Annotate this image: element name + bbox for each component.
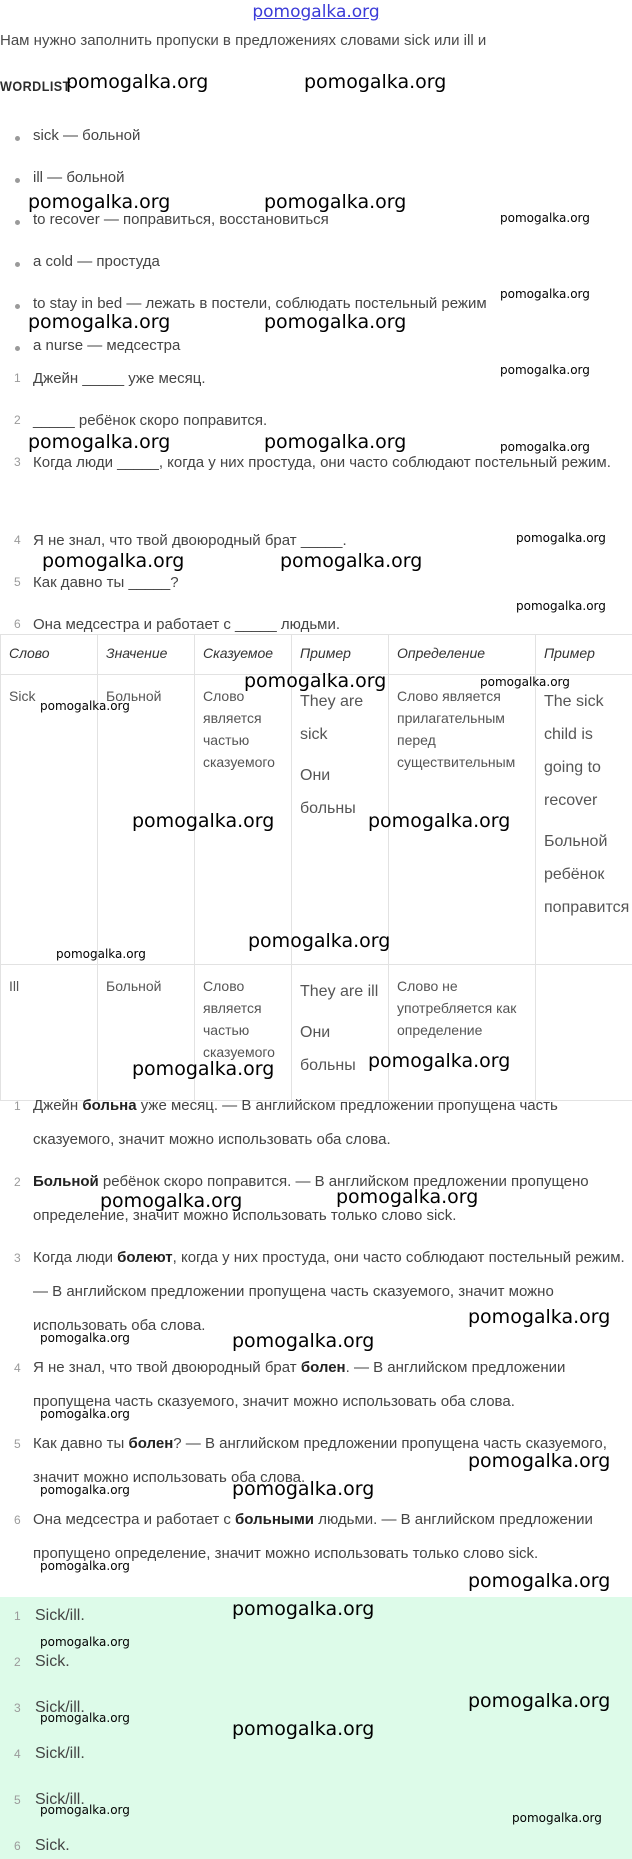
watermark: pomogalka.org bbox=[132, 810, 275, 832]
watermark: pomogalka.org bbox=[516, 531, 606, 545]
wordlist-item: ill — больной bbox=[0, 166, 632, 208]
explanation-text: Я не знал, что твой двоюродный брат болен. — В английском предложении пропущена часть сказуемого, значит можно использовать оба слова. bbox=[33, 1359, 566, 1410]
explanation-number: 1 bbox=[14, 1099, 21, 1113]
watermark: pomogalka.org bbox=[66, 71, 209, 93]
watermark: pomogalka.org bbox=[468, 1690, 611, 1712]
task-number: 3 bbox=[14, 455, 21, 469]
watermark: pomogalka.org bbox=[232, 1330, 375, 1352]
watermark: pomogalka.org bbox=[368, 1050, 511, 1072]
table-header: Значение bbox=[98, 635, 195, 675]
table-cell: Слово является частью сказуемого bbox=[195, 965, 292, 1101]
explanation-text: Она медсестра и работает с больными людьми. — В английском предложении пропущено определение, значит можно использовать только слово sick. bbox=[33, 1511, 593, 1562]
table-row bbox=[1, 965, 632, 1101]
table-cell bbox=[536, 965, 632, 1101]
watermark: pomogalka.org bbox=[40, 1483, 130, 1497]
answer-number: 4 bbox=[14, 1747, 21, 1761]
task-text: Я не знал, что твой двоюродный брат _____. bbox=[33, 532, 347, 549]
table-row bbox=[1, 675, 632, 965]
wordlist-item: a nurse — медсестра bbox=[0, 334, 632, 376]
table-header: Сказуемое bbox=[195, 635, 292, 675]
task-text: Она медсестра и работает с _____ людьми. bbox=[33, 616, 341, 633]
task-text: Джейн _____ уже месяц. bbox=[33, 370, 206, 387]
task-text: Как давно ты _____? bbox=[33, 574, 179, 591]
task-number: 1 bbox=[14, 371, 21, 385]
intro-text: Нам нужно заполнить пропуски в предложениях словами sick или ill и bbox=[0, 32, 487, 49]
watermark: pomogalka.org bbox=[232, 1598, 375, 1620]
wordlist-item: to recover — поправиться, восстановиться bbox=[0, 208, 632, 250]
watermark: pomogalka.org bbox=[368, 810, 511, 832]
watermark: pomogalka.org bbox=[40, 1803, 130, 1817]
task-number: 5 bbox=[14, 575, 21, 589]
explanation-text: Как давно ты болен? — В английском предложении пропущена часть сказуемого, значит можно использовать оба слова. bbox=[33, 1435, 607, 1486]
watermark: pomogalka.org bbox=[264, 311, 407, 333]
watermark: pomogalka.org bbox=[132, 1058, 275, 1080]
watermark: pomogalka.org bbox=[516, 599, 606, 613]
table-cell: Больной bbox=[98, 675, 195, 965]
watermark: pomogalka.org bbox=[40, 1407, 130, 1421]
table-cell bbox=[292, 675, 389, 965]
watermark: pomogalka.org bbox=[500, 440, 590, 454]
answer-text: Sick/ill. bbox=[35, 1745, 85, 1762]
watermark: pomogalka.org bbox=[468, 1450, 611, 1472]
table-header: Слово bbox=[1, 635, 98, 675]
table-cell: Слово не употребляется как определение bbox=[389, 965, 536, 1101]
explanation-text: Джейн больна уже месяц. — В английском предложении пропущена часть сказуемого, значит можно использовать оба слова. bbox=[33, 1097, 558, 1148]
example-text: They are ill bbox=[300, 983, 379, 1000]
answer-number: 3 bbox=[14, 1701, 21, 1715]
table-cell: Ill bbox=[1, 965, 98, 1101]
site-header-link[interactable]: pomogalka.org bbox=[252, 2, 380, 22]
task-text: Когда люди _____, когда у них простуда, они часто соблюдают постельный режим. bbox=[33, 454, 611, 471]
answer-number: 6 bbox=[14, 1839, 21, 1853]
answer-number: 1 bbox=[14, 1609, 21, 1623]
explanation-number: 3 bbox=[14, 1251, 21, 1265]
wordlist-item: sick — больной bbox=[0, 124, 632, 166]
explanation-number: 2 bbox=[14, 1175, 21, 1189]
explanation-text: Больной ребёнок скоро поправится. — В английском предложении пропущено определение, значит можно использовать только слово sick. bbox=[33, 1173, 589, 1224]
watermark: pomogalka.org bbox=[40, 1331, 130, 1345]
table-cell: Слово является прилагательным перед существительным bbox=[389, 675, 536, 965]
watermark: pomogalka.org bbox=[232, 1718, 375, 1740]
watermark: pomogalka.org bbox=[42, 550, 185, 572]
task-text: _____ ребёнок скоро поправится. bbox=[33, 412, 268, 429]
wordlist-title: WORDLIST bbox=[0, 78, 71, 94]
answer-number: 2 bbox=[14, 1655, 21, 1669]
watermark: pomogalka.org bbox=[264, 431, 407, 453]
watermark: pomogalka.org bbox=[40, 1559, 130, 1573]
wordlist bbox=[0, 124, 632, 376]
wordlist-item: to stay in bed — лежать в постели, соблюдать постельный режим bbox=[0, 292, 632, 334]
task-number: 6 bbox=[14, 617, 21, 631]
watermark: pomogalka.org bbox=[500, 287, 590, 301]
answer-text: Sick/ill. bbox=[35, 1699, 85, 1716]
example-text: Они больны bbox=[300, 767, 356, 817]
watermark: pomogalka.org bbox=[232, 1478, 375, 1500]
example-text: Больной ребёнок поправится bbox=[544, 833, 630, 916]
watermark: pomogalka.org bbox=[336, 1186, 479, 1208]
table-cell: Слово является частью сказуемого bbox=[195, 675, 292, 965]
watermark: pomogalka.org bbox=[40, 699, 130, 713]
answer-number: 5 bbox=[14, 1793, 21, 1807]
watermark: pomogalka.org bbox=[468, 1570, 611, 1592]
watermark: pomogalka.org bbox=[40, 1635, 130, 1649]
watermark: pomogalka.org bbox=[56, 947, 146, 961]
table-header: Пример bbox=[292, 635, 389, 675]
watermark: pomogalka.org bbox=[480, 675, 570, 689]
watermark: pomogalka.org bbox=[28, 191, 171, 213]
watermark: pomogalka.org bbox=[468, 1306, 611, 1328]
task-number: 4 bbox=[14, 533, 21, 547]
example-text: Они больны bbox=[300, 1024, 356, 1074]
table-cell: Больной bbox=[98, 965, 195, 1101]
watermark: pomogalka.org bbox=[248, 930, 391, 952]
watermark: pomogalka.org bbox=[512, 1811, 602, 1825]
wordlist-item: a cold — простуда bbox=[0, 250, 632, 292]
watermark: pomogalka.org bbox=[500, 211, 590, 225]
example-text: They are sick bbox=[300, 693, 364, 743]
answer-text: Sick/ill. bbox=[35, 1607, 85, 1624]
table-cell: Sick bbox=[1, 675, 98, 965]
table-header: Определение bbox=[389, 635, 536, 675]
comparison-table bbox=[0, 634, 632, 1101]
table-header: Пример bbox=[536, 635, 632, 675]
watermark: pomogalka.org bbox=[264, 191, 407, 213]
explanation-number: 4 bbox=[14, 1361, 21, 1375]
watermark: pomogalka.org bbox=[280, 550, 423, 572]
answer-text: Sick. bbox=[35, 1653, 70, 1670]
explanation-number: 5 bbox=[14, 1437, 21, 1451]
watermark: pomogalka.org bbox=[40, 1711, 130, 1725]
watermark: pomogalka.org bbox=[304, 71, 447, 93]
watermark: pomogalka.org bbox=[100, 1190, 243, 1212]
answer-text: Sick/ill. bbox=[35, 1791, 85, 1808]
table-cell bbox=[292, 965, 389, 1101]
watermark: pomogalka.org bbox=[244, 670, 387, 692]
answer-text: Sick. bbox=[35, 1837, 70, 1854]
task-number: 2 bbox=[14, 413, 21, 427]
table-cell bbox=[536, 675, 632, 965]
watermark: pomogalka.org bbox=[500, 363, 590, 377]
watermark: pomogalka.org bbox=[28, 431, 171, 453]
explanation-text: Когда люди болеют, когда у них простуда, они часто соблюдают постельный режим. — В английском предложении пропущена часть сказуемого, значит можно использовать оба слова. bbox=[33, 1249, 625, 1334]
answers-panel bbox=[0, 1597, 632, 1859]
example-text: The sick child is going to recover bbox=[544, 693, 604, 809]
watermark: pomogalka.org bbox=[28, 311, 171, 333]
explanation-number: 6 bbox=[14, 1513, 21, 1527]
